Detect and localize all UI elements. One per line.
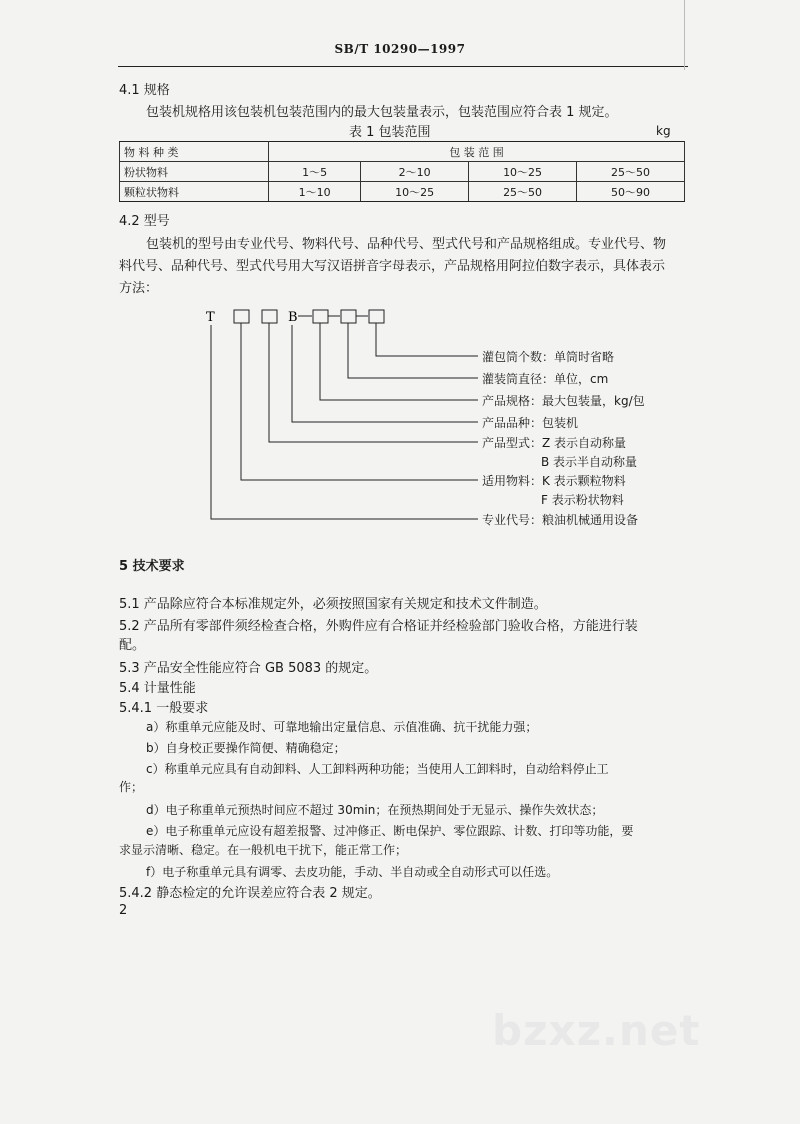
item-c: c）称重单元应具有自动卸料、人工卸料两种功能；当使用人工卸料时，自动给料停止工 (146, 762, 609, 776)
code-letter-b: B (288, 310, 298, 325)
table-cell: 10～25 (469, 162, 577, 182)
table-header-material: 物 料 种 类 (120, 142, 269, 162)
leader-line (241, 323, 478, 480)
leader-lines (211, 323, 478, 519)
section-4-2-heading: 4.2 型号 (119, 214, 170, 229)
clause-5-4: 5.4 计量性能 (119, 681, 196, 696)
table-cell: 1～10 (269, 182, 361, 202)
section-4-2-line-1: 包装机的型号由专业代号、物料代号、品种代号、型式代号和产品规格组成。专业代号、物 (146, 237, 667, 252)
leader-line (348, 323, 478, 378)
clause-5-1: 5.1 产品除应符合本标准规定外，必须按照国家有关规定和技术文件制造。 (119, 597, 547, 612)
section-4-2-line-2: 料代号、品种代号、型式代号用大写汉语拼音字母表示，产品规格用阿拉伯数字表示，具体表示 (119, 259, 666, 274)
table-cell-material: 粉状物料 (120, 162, 269, 182)
table-cell-material: 颗粒状物料 (120, 182, 269, 202)
table-cell: 2～10 (361, 162, 469, 182)
model-code-diagram (0, 0, 800, 540)
code-box-material (234, 310, 249, 323)
code-box-count (369, 310, 384, 323)
section-4-1-heading: 4.1 规格 (119, 83, 170, 98)
item-d: d）电子称重单元预热时间应不超过 30min；在预热期间处于无显示、操作失效状态； (146, 803, 604, 817)
diagram-label: B 表示半自动称量 (541, 455, 638, 469)
clause-5-2: 5.2 产品所有零部件须经检查合格，外购件应有合格证并经检验部门验收合格，方能进行装 (119, 619, 638, 634)
item-e: e）电子称重单元应设有超差报警、过冲修正、断电保护、零位跟踪、计数、打印等功能，要 (146, 824, 634, 838)
clause-5-4-1: 5.4.1 一般要求 (119, 701, 209, 716)
page-number: 2 (119, 903, 128, 918)
diagram-label: 产品规格：最大包装量，kg/包 (482, 394, 645, 408)
diagram-label: 灌包筒个数：单筒时省略 (482, 350, 615, 364)
leader-line (320, 323, 478, 400)
table-1-caption: 表 1 包装范围 (349, 125, 431, 140)
table-cell: 25～50 (469, 182, 577, 202)
table-header-range: 包 装 范 围 (269, 142, 685, 162)
item-c-cont: 作； (119, 780, 144, 794)
item-e-cont: 求显示清晰、稳定。在一般机电干扰下，能正常工作； (119, 843, 408, 857)
table-cell: 25～50 (577, 162, 685, 182)
diagram-label: 产品型式：Z 表示自动称量 (482, 436, 627, 450)
code-box-type (262, 310, 277, 323)
table-cell: 1～5 (269, 162, 361, 182)
clause-5-3: 5.3 产品安全性能应符合 GB 5083 的规定。 (119, 661, 378, 676)
item-b: b）自身校正要操作简便、精确稳定； (146, 741, 346, 755)
diagram-label: 适用物料：K 表示颗粒物料 (482, 474, 626, 488)
code-box-diameter (341, 310, 356, 323)
code-letter-t: T (206, 310, 215, 325)
watermark: bzxz.net (492, 1006, 701, 1055)
table-1-unit: kg (656, 124, 671, 138)
item-a: a）称重单元应能及时、可靠地输出定量信息、示值准确、抗干扰能力强； (146, 720, 538, 734)
leader-line (376, 323, 478, 356)
code-box-spec (313, 310, 328, 323)
table-cell: 10～25 (361, 182, 469, 202)
clause-5-2-cont: 配。 (119, 638, 146, 653)
diagram-label: 产品品种：包装机 (482, 416, 579, 430)
clause-5-4-2: 5.4.2 静态检定的允许误差应符合表 2 规定。 (119, 886, 381, 901)
section-5-heading: 5 技术要求 (119, 559, 185, 574)
leader-line (269, 323, 478, 442)
diagram-label: F 表示粉状物料 (541, 493, 624, 507)
diagram-label: 灌装筒直径：单位，cm (482, 372, 609, 386)
table-cell: 50～90 (577, 182, 685, 202)
page-header: SB/T 10290—1997 (334, 42, 466, 56)
diagram-label: 专业代号：粮油机械通用设备 (482, 513, 639, 527)
section-4-1-body: 包装机规格用该包装机包装范围内的最大包装量表示，包装范围应符合表 1 规定。 (146, 105, 618, 120)
section-4-2-line-3: 方法： (119, 281, 159, 296)
item-f: f）电子称重单元具有调零、去皮功能，手动、半自动或全自动形式可以任选。 (146, 865, 559, 879)
